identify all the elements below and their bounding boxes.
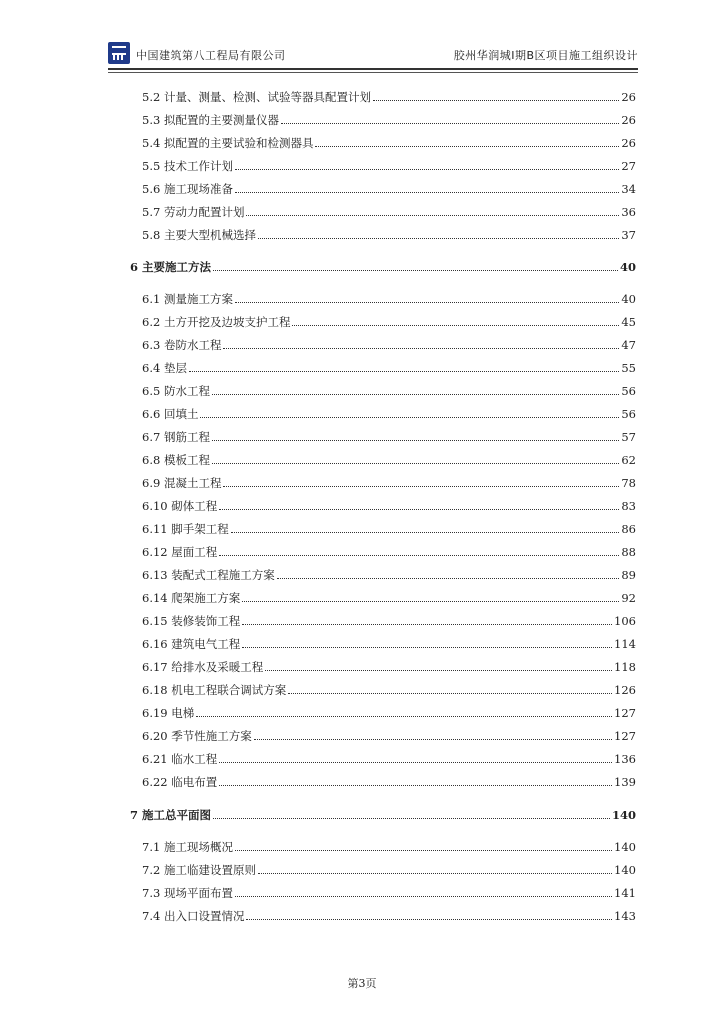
page-number: 第3页 — [347, 977, 377, 990]
toc-page-number: 26 — [621, 136, 636, 150]
page-header — [108, 42, 638, 68]
toc-entry[interactable] — [142, 309, 636, 329]
toc-leader-dots — [213, 270, 618, 271]
toc-page-number: 140 — [614, 840, 636, 854]
toc-entry-title: 6.1 测量施工方案 — [142, 292, 233, 306]
toc-entry-title: 6.18 机电工程联合调试方案 — [142, 683, 287, 697]
toc-entry-title: 6.3 卷防水工程 — [142, 338, 222, 352]
toc-leader-dots — [242, 647, 612, 648]
toc-leader-dots — [189, 371, 619, 372]
toc-page-number: 136 — [614, 752, 636, 766]
toc-page-number: 88 — [621, 545, 636, 559]
toc-page-number: 83 — [621, 499, 636, 513]
header-rule — [108, 68, 638, 70]
toc-entry[interactable] — [142, 608, 636, 628]
company-name: 中国建筑第八工程局有限公司 — [136, 49, 286, 62]
toc-entry[interactable] — [142, 130, 636, 150]
toc-entry-title: 7.2 施工临建设置原则 — [142, 863, 256, 877]
toc-entry-title: 6.7 钢筋工程 — [142, 430, 210, 444]
toc-entry-title: 6 主要施工方法 — [130, 260, 212, 274]
toc-chapter[interactable] — [130, 254, 636, 274]
toc-entry[interactable] — [142, 746, 636, 766]
toc-entry-title: 5.3 拟配置的主要测量仪器 — [142, 113, 279, 127]
toc-page-number: 56 — [621, 384, 636, 398]
toc-entry-title: 6.14 爬架施工方案 — [142, 591, 241, 605]
toc-entry-title: 6.9 混凝土工程 — [142, 476, 222, 490]
toc-entry-title: 6.17 给排水及采暖工程 — [142, 660, 264, 674]
company-logo-icon — [108, 42, 130, 64]
toc-page-number: 143 — [614, 909, 636, 923]
toc-entry-title: 7 施工总平面图 — [130, 808, 212, 822]
toc-leader-dots — [213, 818, 610, 819]
toc-entry-title: 5.2 计量、测量、检测、试验等器具配置计划 — [142, 90, 371, 104]
toc-entry-title: 7.3 现场平面布置 — [142, 886, 233, 900]
toc-leader-dots — [235, 192, 619, 193]
toc-entry-title: 6.4 垫层 — [142, 361, 187, 375]
toc-chapter[interactable] — [130, 802, 636, 822]
toc-entry-title: 6.8 模板工程 — [142, 453, 210, 467]
toc-entry[interactable] — [142, 286, 636, 306]
toc-entry[interactable] — [142, 516, 636, 536]
toc-entry-title: 6.12 屋面工程 — [142, 545, 218, 559]
toc-leader-dots — [219, 555, 619, 556]
toc-page-number: 92 — [621, 591, 636, 605]
header-rule-thin — [108, 72, 638, 73]
toc-entry-title: 5.6 施工现场准备 — [142, 182, 233, 196]
toc-page-number: 40 — [619, 260, 636, 274]
toc-leader-dots — [212, 394, 619, 395]
toc-entry-title: 5.5 技术工作计划 — [142, 159, 233, 173]
toc-leader-dots — [196, 716, 612, 717]
toc-page-number: 126 — [614, 683, 636, 697]
toc-leader-dots — [246, 215, 619, 216]
toc-entry[interactable] — [142, 355, 636, 375]
toc-page-number: 140 — [611, 808, 636, 822]
toc-leader-dots — [242, 624, 612, 625]
toc-entry[interactable] — [142, 631, 636, 651]
toc-leader-dots — [235, 169, 619, 170]
toc-page-number: 89 — [621, 568, 636, 582]
toc-entry[interactable] — [142, 424, 636, 444]
toc-entry-title: 7.1 施工现场概况 — [142, 840, 233, 854]
toc-entry[interactable] — [142, 153, 636, 173]
toc-leader-dots — [281, 123, 619, 124]
toc-page-number: 139 — [614, 775, 636, 789]
toc-page-number: 141 — [614, 886, 636, 900]
toc-page-number: 27 — [621, 159, 636, 173]
toc-entry[interactable] — [142, 562, 636, 582]
toc-leader-dots — [231, 532, 620, 533]
toc-leader-dots — [235, 850, 612, 851]
toc-leader-dots — [235, 896, 612, 897]
toc-entry-title: 6.10 砌体工程 — [142, 499, 218, 513]
toc-page-number: 34 — [621, 182, 636, 196]
toc-leader-dots — [373, 100, 619, 101]
toc-page-number: 56 — [621, 407, 636, 421]
toc-leader-dots — [200, 417, 619, 418]
toc-entry[interactable] — [142, 107, 636, 127]
toc-entry-title: 6.11 脚手架工程 — [142, 522, 229, 536]
toc-page-number: 127 — [614, 729, 636, 743]
toc-page-number: 45 — [621, 315, 636, 329]
toc-page-number: 78 — [621, 476, 636, 490]
toc-entry-title: 6.2 土方开挖及边坡支护工程 — [142, 315, 291, 329]
toc-leader-dots — [315, 146, 619, 147]
toc-entry[interactable] — [142, 857, 636, 877]
toc-entry[interactable] — [142, 723, 636, 743]
toc-leader-dots — [219, 509, 619, 510]
toc-leader-dots — [292, 325, 619, 326]
toc-entry-title: 5.4 拟配置的主要试验和检测器具 — [142, 136, 314, 150]
toc-page-number: 118 — [614, 660, 636, 674]
toc-entry[interactable] — [142, 585, 636, 605]
toc-entry-title: 6.20 季节性施工方案 — [142, 729, 252, 743]
toc-entry[interactable] — [142, 493, 636, 513]
toc-leader-dots — [258, 873, 612, 874]
toc-page-number: 62 — [621, 453, 636, 467]
toc-entry-title: 6.15 装修装饰工程 — [142, 614, 241, 628]
toc-entry-title: 6.13 装配式工程施工方案 — [142, 568, 275, 582]
toc-page-number: 127 — [614, 706, 636, 720]
toc-page-number: 140 — [614, 863, 636, 877]
toc-leader-dots — [254, 739, 612, 740]
toc-page-number: 114 — [614, 637, 636, 651]
toc-leader-dots — [265, 670, 612, 671]
toc-leader-dots — [258, 238, 619, 239]
toc-entry[interactable] — [142, 176, 636, 196]
toc-entry-title: 6.21 临水工程 — [142, 752, 218, 766]
toc-entry[interactable] — [142, 470, 636, 490]
toc-leader-dots — [277, 578, 620, 579]
toc-entry[interactable] — [142, 401, 636, 421]
toc-entry-title: 6.16 建筑电气工程 — [142, 637, 241, 651]
toc-leader-dots — [223, 486, 619, 487]
toc-leader-dots — [219, 762, 612, 763]
toc-entry-title: 6.6 回填土 — [142, 407, 199, 421]
toc-entry-title: 6.22 临电布置 — [142, 775, 218, 789]
toc-entry[interactable] — [142, 880, 636, 900]
project-title: 胶州华润城Ⅰ期B区项目施工组织设计 — [453, 49, 638, 62]
toc-page-number: 86 — [621, 522, 636, 536]
toc-page-number: 40 — [621, 292, 636, 306]
toc-leader-dots — [219, 785, 612, 786]
toc-page-number: 36 — [621, 205, 636, 219]
toc-page-number: 47 — [621, 338, 636, 352]
toc-entry-title: 6.5 防水工程 — [142, 384, 210, 398]
toc-entry[interactable] — [142, 84, 636, 104]
toc-page-number: 26 — [621, 113, 636, 127]
toc-entry-title: 5.8 主要大型机械选择 — [142, 228, 256, 242]
toc-page-number: 37 — [621, 228, 636, 242]
toc-entry[interactable] — [142, 654, 636, 674]
toc-entry[interactable] — [142, 539, 636, 559]
toc-entry-title: 7.4 出入口设置情况 — [142, 909, 245, 923]
toc-entry[interactable] — [142, 769, 636, 789]
toc-entry[interactable] — [142, 332, 636, 352]
toc-page-number: 55 — [621, 361, 636, 375]
toc-leader-dots — [212, 463, 619, 464]
toc-entry[interactable] — [142, 903, 636, 923]
toc-leader-dots — [246, 919, 612, 920]
toc-entry[interactable] — [142, 378, 636, 398]
toc-leader-dots — [235, 302, 619, 303]
toc-page-number: 57 — [621, 430, 636, 444]
toc-leader-dots — [242, 601, 619, 602]
toc-entry[interactable] — [142, 677, 636, 697]
toc-page-number: 106 — [614, 614, 636, 628]
toc-leader-dots — [288, 693, 612, 694]
toc-entry-title: 6.19 电梯 — [142, 706, 195, 720]
toc-leader-dots — [223, 348, 619, 349]
toc-leader-dots — [212, 440, 619, 441]
toc-entry-title: 5.7 劳动力配置计划 — [142, 205, 245, 219]
toc-entry[interactable] — [142, 222, 636, 242]
toc-page-number: 26 — [621, 90, 636, 104]
toc-entry[interactable] — [142, 447, 636, 467]
toc-entry[interactable] — [142, 700, 636, 720]
toc-entry[interactable] — [142, 834, 636, 854]
toc-entry[interactable] — [142, 199, 636, 219]
